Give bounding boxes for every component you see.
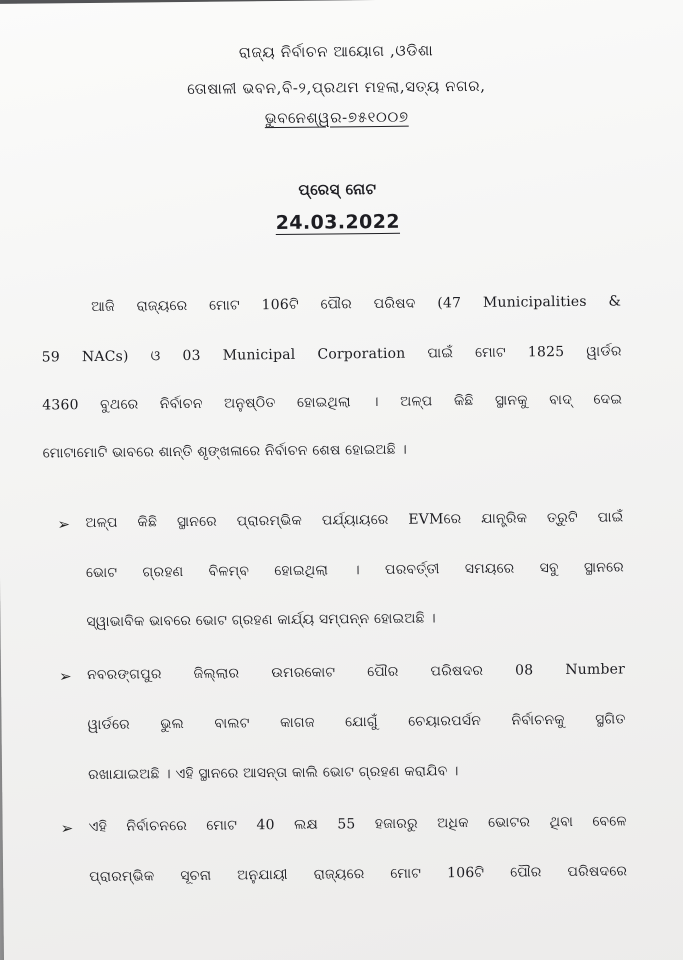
bullet-line: ନବରଙ୍ଗପୁର ଜିଲ୍ଲାର ଉମରକୋଟ ପୌର ପରିଷଦର 08 Number	[86, 661, 626, 684]
paragraph-line: ଆଜି ରାଜ୍ୟରେ ମୋଟ 106ଟି ପୌର ପରିଷଦ (47 Municipalities &	[91, 293, 622, 315]
office-city-pin	[0, 105, 678, 130]
bullet-arrow-icon: ➢	[57, 515, 71, 534]
paragraph-line: 4360 ବୁଥରେ ନିର୍ବାଚନ ଅନୁଷ୍ଠିତ ହୋଇଥିଲା । ଅଳ୍ପ କିଛି ସ୍ଥାନକୁ ବାଦ୍ ଦେଇ	[42, 391, 623, 414]
bullet-arrow-icon: ➢	[60, 819, 74, 838]
press-note-date: 24.03.2022	[275, 210, 401, 235]
city-pin-text: ଭୁବନେଶ୍ୱର-୭୫୧୦୦୭	[264, 107, 409, 128]
bullet-line: ୱାର୍ଡରେ ଭୁଲ ବାଲଟ କାଗଜ ଯୋଗୁଁ ଚେୟାରପର୍ସନ ନିର୍ବାଚନକୁ ସ୍ଥଗିତ	[87, 711, 626, 734]
paragraph-line: ମୋଟାମୋଟି ଭାବରେ ଶାନ୍ତି ଶୃଙ୍ଖଳାରେ ନିର୍ବାଚନ ଶେଷ ହୋଇଅଛି ।	[42, 441, 408, 462]
bullet-line: ରଖାଯାଇଅଛି । ଏହି ସ୍ଥାନରେ ଆସନ୍ତା କାଲି ଭୋଟ ଗ୍ରହଣ କରାଯିବ ।	[87, 763, 459, 784]
paragraph-line: 59 NACs) ଓ 03 Municipal Corporation ପାଇଁ ମୋଟ 1825 ୱାର୍ଡର	[41, 343, 622, 366]
bullet-line: ଏହି ନିର୍ବାଚନରେ ମୋଟ 40 ଲକ୍ଷ 55 ହଜାରରୁ ଅଧିକ ଭୋଟର ଥିବା ବେଳେ	[88, 813, 627, 836]
press-note-title: ପ୍ରେସ୍ ନୋଟ	[298, 180, 377, 199]
bullet-line: ଅଳ୍ପ କିଛି ସ୍ଥାନରେ ପ୍ରାରମ୍ଭିକ ପର୍ଯ୍ୟାୟରେ EVMରେ ଯାନ୍ତ୍ରିକ ତ୍ରୁଟି ପାଇଁ	[85, 509, 624, 532]
bullet-line: ପ୍ରାରମ୍ଭିକ ସୂଚନା ଅନୁଯାୟୀ ରାଜ୍ୟରେ ମୋଟ 106ଟି ପୌର ପରିଷଦରେ	[89, 863, 628, 886]
bullet-line: ସ୍ୱାଭାବିକ ଭାବରେ ଭୋଟ ଗ୍ରହଣ କାର୍ଯ୍ୟ ସମ୍ପନ୍ନ ହୋଇଅଛି ।	[86, 610, 436, 631]
commission-name: ରାଜ୍ୟ ନିର୍ବାଚନ ଆୟୋଗ ,ଓଡିଶା	[238, 41, 434, 62]
bullet-arrow-icon: ➢	[58, 667, 72, 686]
office-address: ତୋଷାଳୀ ଭବନ,ବି-୨,ପ୍ରଥମ ମହଲା,ସତ୍ୟ ନଗର,	[187, 76, 486, 98]
bullet-line: ଭୋଟ ଗ୍ରହଣ ବିଳମ୍ବ ହୋଇଥିଲା । ପରବର୍ତ୍ତୀ ସମୟରେ ସବୁ ସ୍ଥାନରେ	[85, 559, 625, 582]
